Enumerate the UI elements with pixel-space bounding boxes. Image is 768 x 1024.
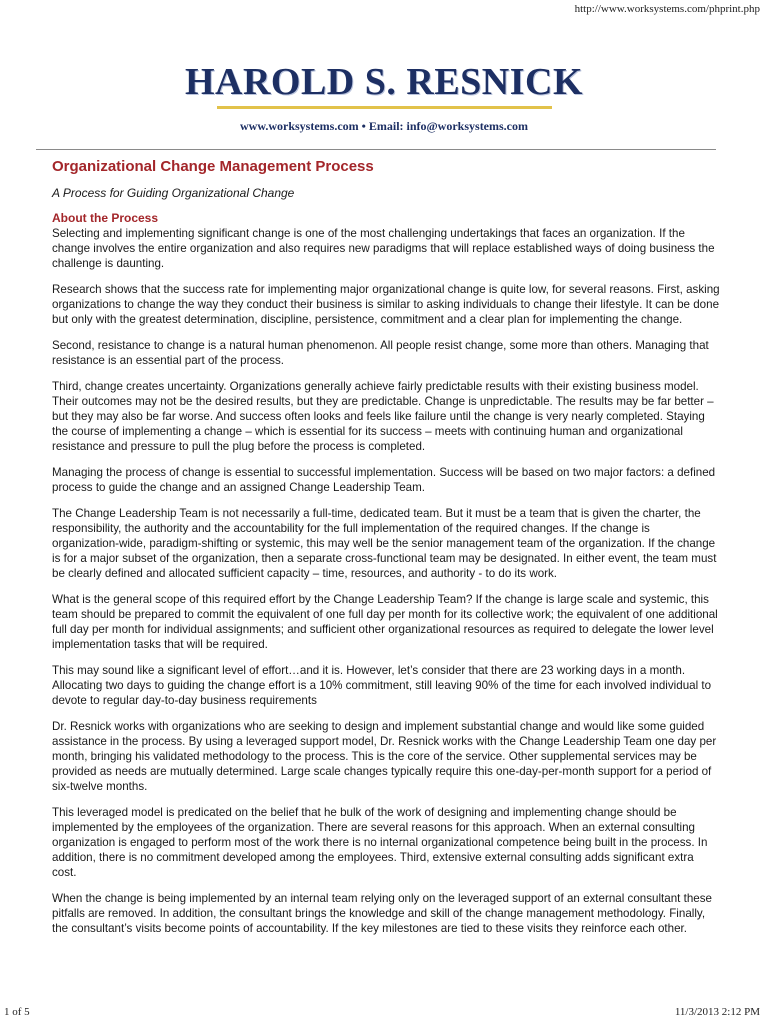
paragraph: When the change is being implemented by an internal team relying only on the leveraged support of an external consultant these pitfalls are removed. In addition, the consultant brings the knowledge and skill of the change management methodology. Finally, the consultant’s visits become points of accountability. If the key milestones are tied to these visits they reinforce each other. [52,892,712,935]
masthead-contact: www.worksystems.com • Email: info@worksystems.com [240,119,528,133]
paragraph: This may sound like a significant level of effort…and it is. However, let’s consider that there are 23 working days in a month. Allocating two days to guiding the change effort is a 10% commitment, still leaving 90% of the time for each involved individual to devote to regular day-to-day business requirements [52,664,712,707]
header-divider [36,149,716,150]
paragraph: Managing the process of change is essential to successful implementation. Success will be based on two major factors: a defined process to guide the change and an assigned Change Leadership Team. [52,466,716,494]
paragraph: Third, change creates uncertainty. Organizations generally achieve fairly predictable results with their existing business model. Their outcomes may not be the desired results, but they are predictable. Change is unpredictable. The results may be far better – but they may also be far worse. And success often looks and feels like failure until the change is very nearly completed. Staying the course of implementing a change – which is essential for its success – meets with continuing human and organizational resistance and pressure to pull the plug before the process is completed. [52,380,714,453]
paragraph: Research shows that the success rate for implementing major organizational change is quite low, for several reasons. First, asking organizations to change the way they conduct their business is similar to asking individuals to change their lifestyle. It can be done but only with the greatest determination, discipline, persistence, commitment and a clear plan for implementing the change. [52,283,720,326]
print-datetime: 11/3/2013 2:12 PM [674,1006,760,1018]
article [52,157,720,947]
paragraph: What is the general scope of this required effort by the Change Leadership Team? If the change is large scale and systemic, this team should be prepared to commit the equivalent of one full day per month for its collective work; the equivalent of one additional full day per month for individual assignments; and sufficient other organizational resources as required to delegate the lower level implementation tasks that will be required. [52,593,718,651]
section-heading: About the Process [52,211,159,225]
print-url: http://www.worksystems.com/phprint.php [574,3,760,15]
paragraph: Dr. Resnick works with organizations who are seeking to design and implement substantial change and would like some guided assistance in the process. By using a leveraged support model, Dr. Resnick works with the Change Leadership Team one day per month, bringing his validated methodology to the process. This is the core of the service. Other supplemental services may be provided as needs are mutually determined. Large scale changes typically require this one-day-per-month support for a period of six-twelve months. [52,720,717,793]
article-body [52,226,720,936]
page-number: 1 of 5 [4,1006,30,1018]
paragraph: This leveraged model is predicated on the belief that he bulk of the work of designing and implementing change should be implemented by the employees of the organization. There are several reasons for this approach. When an external consulting organization is engaged to perform most of the work there is no internal organizational competence being built in the process. In addition, there is no commitment developed among the employees. Third, extensive external consulting adds significant extra cost. [52,806,708,879]
masthead-divider [217,106,552,109]
paragraph: The Change Leadership Team is not necessarily a full-time, dedicated team. But it must be a team that is given the charter, the responsibility, the authority and the accountability for the full implementation of the required changes. If the change is organization-wide, paradigm-shifting or systemic, this may well be the senior management team of the organization. If the change is for a major subset of the organization, then a separate cross-functional team may be designated. In either event, the team must be clearly defined and allocated sufficient capacity – time, resources, and authority - to do its work. [52,507,717,580]
page-subtitle: A Process for Guiding Organizational Change [52,186,295,200]
paragraph: Selecting and implementing significant change is one of the most challenging undertakings that faces an organization. If the change involves the entire organization and also requires new paradigms that will replace established ways of doing business the challenge is daunting. [52,227,715,270]
masthead [0,62,768,134]
masthead-name: HAROLD S. RESNICK [184,61,584,103]
paragraph: Second, resistance to change is a natural human phenomenon. All people resist change, some more than others. Managing that resistance is an essential part of the process. [52,339,709,367]
page-title: Organizational Change Management Process [52,158,374,175]
